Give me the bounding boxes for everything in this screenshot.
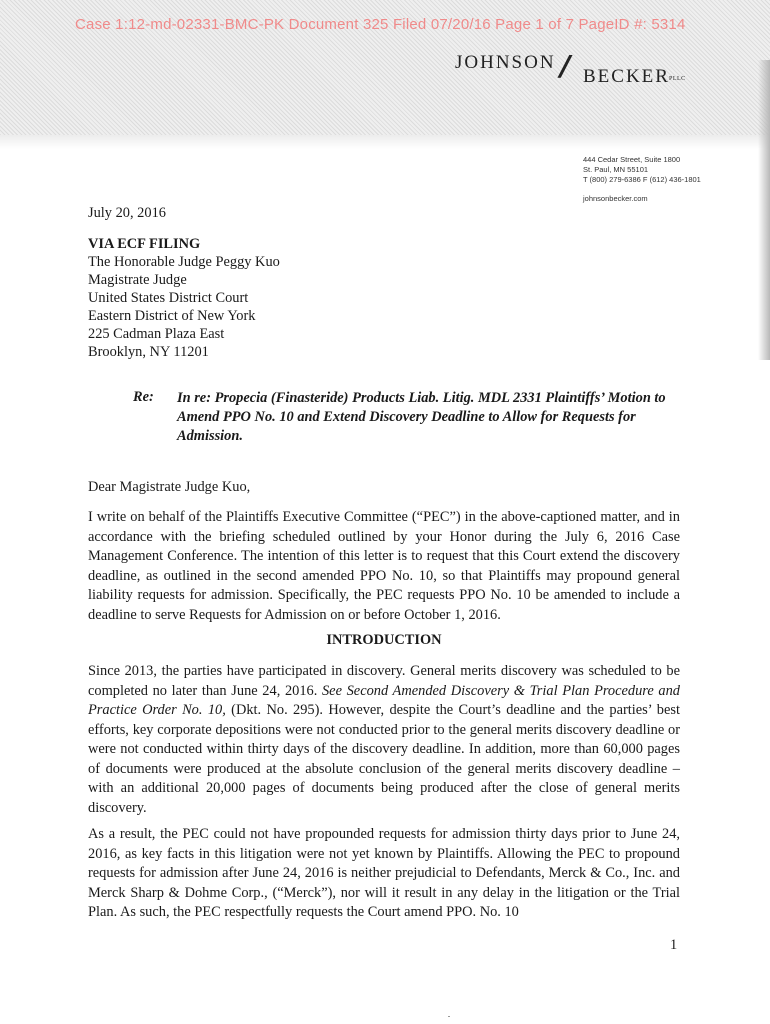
paragraph-2-text-a: Since 2013, the parties have participated in discovery. General merits discovery was scheduled to be completed no later than June 24, 2016. (88, 663, 680, 699)
ecf-header-stamp: Case 1:12-md-02331-BMC-PK Document 325 Filed 07/20/16 Page 1 of 7 PageID #: 5314 (75, 16, 686, 33)
scan-speck (448, 1016, 450, 1017)
address-website[interactable]: johnsonbecker.com (583, 194, 648, 203)
body-paragraph-2 (88, 662, 680, 818)
address-street: 444 Cedar Street, Suite 1800 (583, 155, 681, 164)
address-phone: T (800) 279-6386 F (612) 436-1801 (583, 175, 701, 184)
body-paragraph-3: As a result, the PEC could not have propounded requests for admission thirty days prior to June 24, 2016, as key facts in this litigation were not yet known by Plaintiffs. Allowing the PEC to propound requests for admission after June 24, 2016 is neither prejudicial to Defendants, Merck & Co., Inc. and Merck Sharp & Dohme Corp., (“Merck”), nor will it result in any delay in the litigation or the Trial Plan. As such, the PEC respectfully requests the Court amend PPO. No. 10 (88, 826, 680, 920)
recipient-title: Magistrate Judge (88, 272, 187, 288)
delivery-method: VIA ECF FILING (88, 236, 201, 252)
paragraph-2-citation: See Second Amended Discovery & Trial Plan Procedure and Practice Order No. 10, (88, 682, 680, 718)
recipient-court: United States District Court (88, 290, 249, 306)
recipient-district: Eastern District of New York (88, 308, 256, 324)
recipient-block (88, 235, 280, 361)
salutation: Dear Magistrate Judge Kuo, (88, 479, 251, 495)
logo-name-becker: BECKER (583, 66, 670, 87)
scan-shading-fade (0, 135, 770, 149)
firm-address (583, 155, 763, 204)
section-heading: INTRODUCTION (326, 632, 442, 648)
recipient-name: The Honorable Judge Peggy Kuo (88, 254, 280, 270)
re-subject: In re: Propecia (Finasteride) Products Liab. Litig. MDL 2331 Plaintiffs’ Motion to Amend PPO No. 10 and Extend Discovery Deadline to Allow for Requests for Admission. (177, 390, 666, 444)
logo-pllc: PLLC (669, 76, 686, 82)
address-city: St. Paul, MN 55101 (583, 165, 649, 174)
recipient-street: 225 Cadman Plaza East (88, 326, 225, 342)
recipient-city: Brooklyn, NY 11201 (88, 344, 209, 360)
paragraph-2-text-b: (Dkt. No. 295). However, despite the Court’s deadline and the parties’ best efforts, key corporate depositions were not conducted prior to the general merits discovery deadline or were not conducted within thirty days of the discovery deadline. In addition, more than 60,000 pages of documents were produced at the absolute conclusion of the general merits discovery deadline – with an additional 20,000 pages of documents being produced after the close of general merits discovery. (88, 702, 680, 816)
re-label: Re: (133, 389, 154, 405)
letter-date: July 20, 2016 (88, 205, 166, 221)
page-number: 1 (670, 937, 678, 953)
logo-name-johnson: JOHNSON (455, 52, 556, 73)
scan-edge (758, 60, 770, 360)
body-paragraph-1: I write on behalf of the Plaintiffs Executive Committee (“PEC”) in the above-captioned matter, and in accordance with the briefing scheduled outlined by your Honor during the July 6, 2016 Case Management Conference. The intention of this letter is to request that this Court extend the discovery deadline, as outlined in the second amended PPO No. 10, so that Plaintiffs may propound general liability requests for admission. Specifically, the PEC requests PPO No. 10 be amended to include a deadline to serve Requests for Admission on or before October 1, 2016. (88, 509, 680, 623)
logo-slash: // (559, 48, 562, 85)
